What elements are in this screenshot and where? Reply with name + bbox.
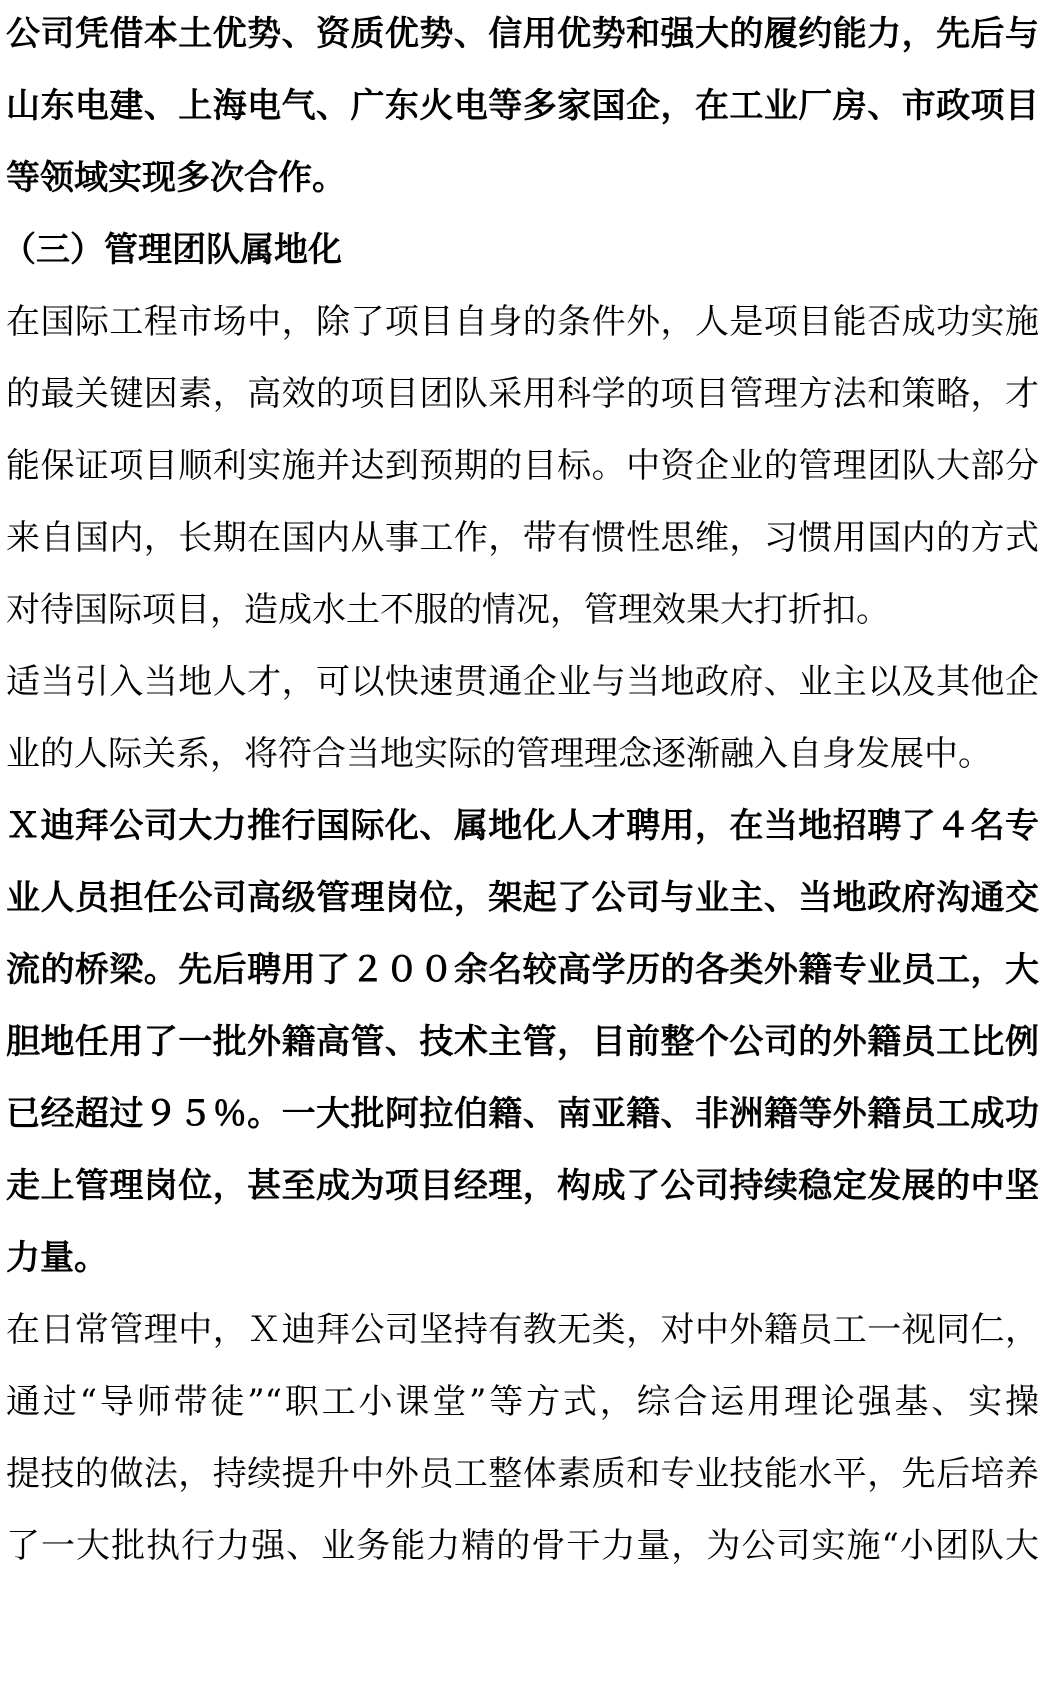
text-line: 已经超过９５％。一大批阿拉伯籍、南亚籍、非洲籍等外籍员工成功 — [6, 1094, 1039, 1134]
text-line: 业人员担任公司高级管理岗位，架起了公司与业主、当地政府沟通交 — [6, 878, 1039, 918]
text-line: 对待国际项目，造成水土不服的情况，管理效果大打折扣。 — [6, 590, 890, 630]
text-line: 力量。 — [6, 1238, 108, 1278]
text-line: 在国际工程市场中，除了项目自身的条件外，人是项目能否成功实施 — [6, 302, 1039, 342]
text-line: 流的桥梁。先后聘用了２００余名较高学历的各类外籍专业员工，大 — [6, 950, 1039, 990]
text-line: 走上管理岗位，甚至成为项目经理，构成了公司持续稳定发展的中坚 — [6, 1166, 1039, 1206]
text-line: 胆地任用了一批外籍高管、技术主管，目前整个公司的外籍员工比例 — [6, 1022, 1039, 1062]
text-line: 适当引入当地人才，可以快速贯通企业与当地政府、业主以及其他企 — [6, 662, 1039, 702]
text-line: 在日常管理中，Ｘ迪拜公司坚持有教无类，对中外籍员工一视同仁， — [6, 1310, 1039, 1350]
text-line: 来自国内，长期在国内从事工作，带有惯性思维，习惯用国内的方式 — [6, 518, 1039, 558]
text-line: 了一大批执行力强、业务能力精的骨干力量，为公司实施“小团队大 — [6, 1526, 1039, 1566]
section-heading: （三）管理团队属地化 — [2, 230, 342, 270]
text-line: 公司凭借本土优势、资质优势、信用优势和强大的履约能力，先后与 — [6, 14, 1039, 54]
text-line: 提技的做法，持续提升中外员工整体素质和专业技能水平，先后培养 — [6, 1454, 1039, 1494]
text-line: 业的人际关系，将符合当地实际的管理理念逐渐融入自身发展中。 — [6, 734, 992, 774]
text-line: Ｘ迪拜公司大力推行国际化、属地化人才聘用，在当地招聘了４名专 — [6, 806, 1039, 846]
text-line: 的最关键因素，高效的项目团队采用科学的项目管理方法和策略，才 — [6, 374, 1039, 414]
text-line: 通过“导师带徒”“职工小课堂”等方式，综合运用理论强基、实操 — [6, 1382, 1039, 1422]
text-line: 山东电建、上海电气、广东火电等多家国企，在工业厂房、市政项目 — [6, 86, 1039, 126]
text-line: 等领域实现多次合作。 — [6, 158, 346, 198]
text-line: 能保证项目顺利实施并达到预期的目标。中资企业的管理团队大部分 — [6, 446, 1039, 486]
